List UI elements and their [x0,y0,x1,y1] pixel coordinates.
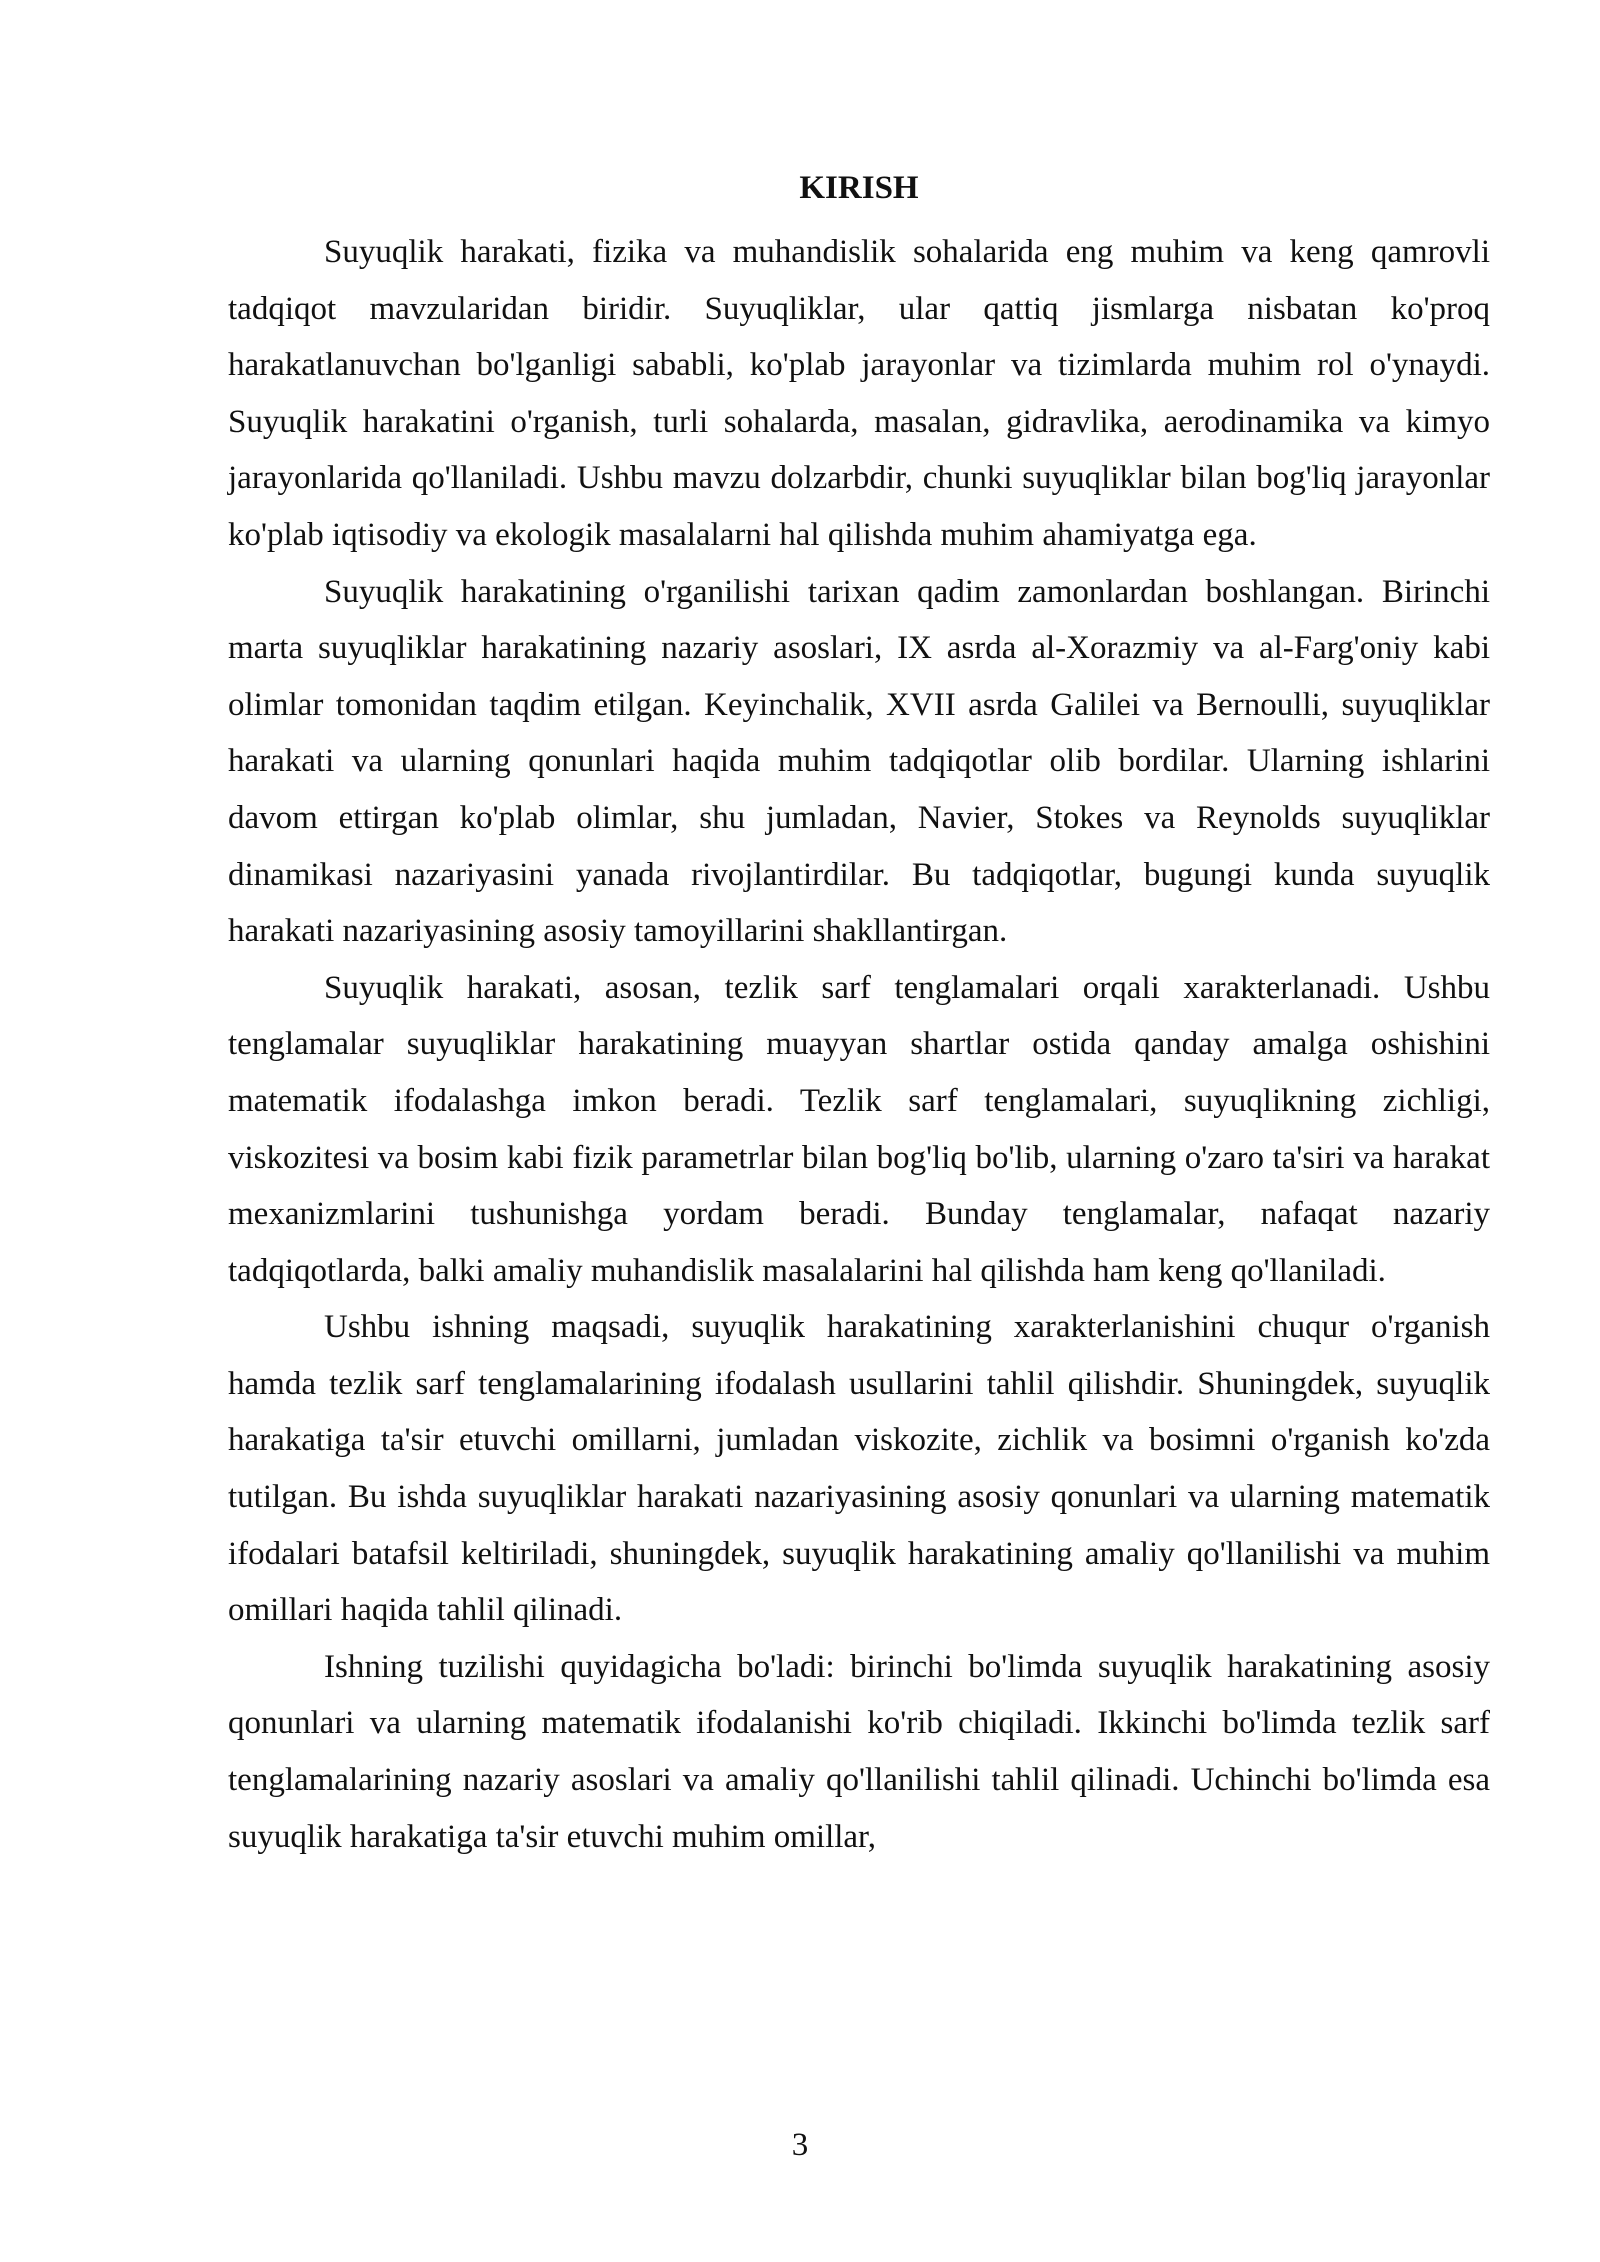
document-page [228,160,1490,1865]
paragraph-2: Suyuqlik harakatining o'rganilishi tarixan qadim zamonlardan boshlangan. Birinchi marta suyuqliklar harakatining nazariy asoslari, IX asrda al-Xorazmiy va al-Farg'oniy kabi olimlar tomonidan taqdim etilgan. Keyinchalik, XVII asrda Galilei va Bernoulli, suyuqliklar harakati va ularning qonunlari haqida muhim tadqiqotlar olib bordilar. Ularning ishlarini davom ettirgan ko'plab olimlar, shu jumladan, Navier, Stokes va Reynolds suyuqliklar dinamikasi nazariyasini yanada rivojlantirdilar. Bu tadqiqotlar, bugungi kunda suyuqlik harakati nazariyasining asosiy tamoyillarini shakllantirgan. [228,573,1490,950]
section-title: KIRISH [799,170,919,206]
paragraph-1: Suyuqlik harakati, fizika va muhandislik sohalarida eng muhim va keng qamrovli tadqiqot mavzularidan biridir. Suyuqliklar, ular qattiq jismlarga nisbatan ko'proq harakatlanuvchan bo'lganligi sababli, ko'plab jarayonlar va tizimlarda muhim rol o'ynaydi. Suyuqlik harakatini o'rganish, turli sohalarda, masalan, gidravlika, aerodinamika va kimyo jarayonlarida qo'llaniladi. Ushbu mavzu dolzarbdir, chunki suyuqliklar bilan bog'liq jarayonlar ko'plab iqtisodiy va ekologik masalalarni hal qilishda muhim ahamiyatga ega. [228,234,1490,553]
paragraph-3: Suyuqlik harakati, asosan, tezlik sarf tenglamalari orqali xarakterlanadi. Ushbu tenglamalar suyuqliklar harakatining muayyan shartlar ostida qanday amalga oshishini matematik ifodalashga imkon beradi. Tezlik sarf tenglamalari, suyuqlikning zichligi, viskozitesi va bosim kabi fizik parametrlar bilan bog'liq bo'lib, ularning o'zaro ta'siri va harakat mexanizmlarini tushunishga yordam beradi. Bunday tenglamalar, nafaqat nazariy tadqiqotlarda, balki amaliy muhandislik masalalarini hal qilishda ham keng qo'llaniladi. [228,969,1490,1289]
paragraph-5: Ishning tuzilishi quyidagicha bo'ladi: birinchi bo'limda suyuqlik harakatining asosiy qonunlari va ularning matematik ifodalanishi ko'rib chiqiladi. Ikkinchi bo'limda tezlik sarf tenglamalarining nazariy asoslari va amaliy qo'llanilishi tahlil qilinadi. Uchinchi bo'limda esa suyuqlik harakatiga ta'sir etuvchi muhim omillar, [228,1648,1490,1855]
paragraph-4: Ushbu ishning maqsadi, suyuqlik harakatining xarakterlanishini chuqur o'rganish hamda tezlik sarf tenglamalarining ifodalash usullarini tahlil qilishdir. Shuningdek, suyuqlik harakatiga ta'sir etuvchi omillarni, jumladan viskozite, zichlik va bosimni o'rganish ko'zda tutilgan. Bu ishda suyuqliklar harakati nazariyasining asosiy qonunlari va ularning matematik ifodalari batafsil keltiriladi, shuningdek, suyuqlik harakatining amaliy qo'llanilishi va muhim omillari haqida tahlil qilinadi. [228,1309,1490,1629]
page-number: 3 [791,2127,809,2163]
